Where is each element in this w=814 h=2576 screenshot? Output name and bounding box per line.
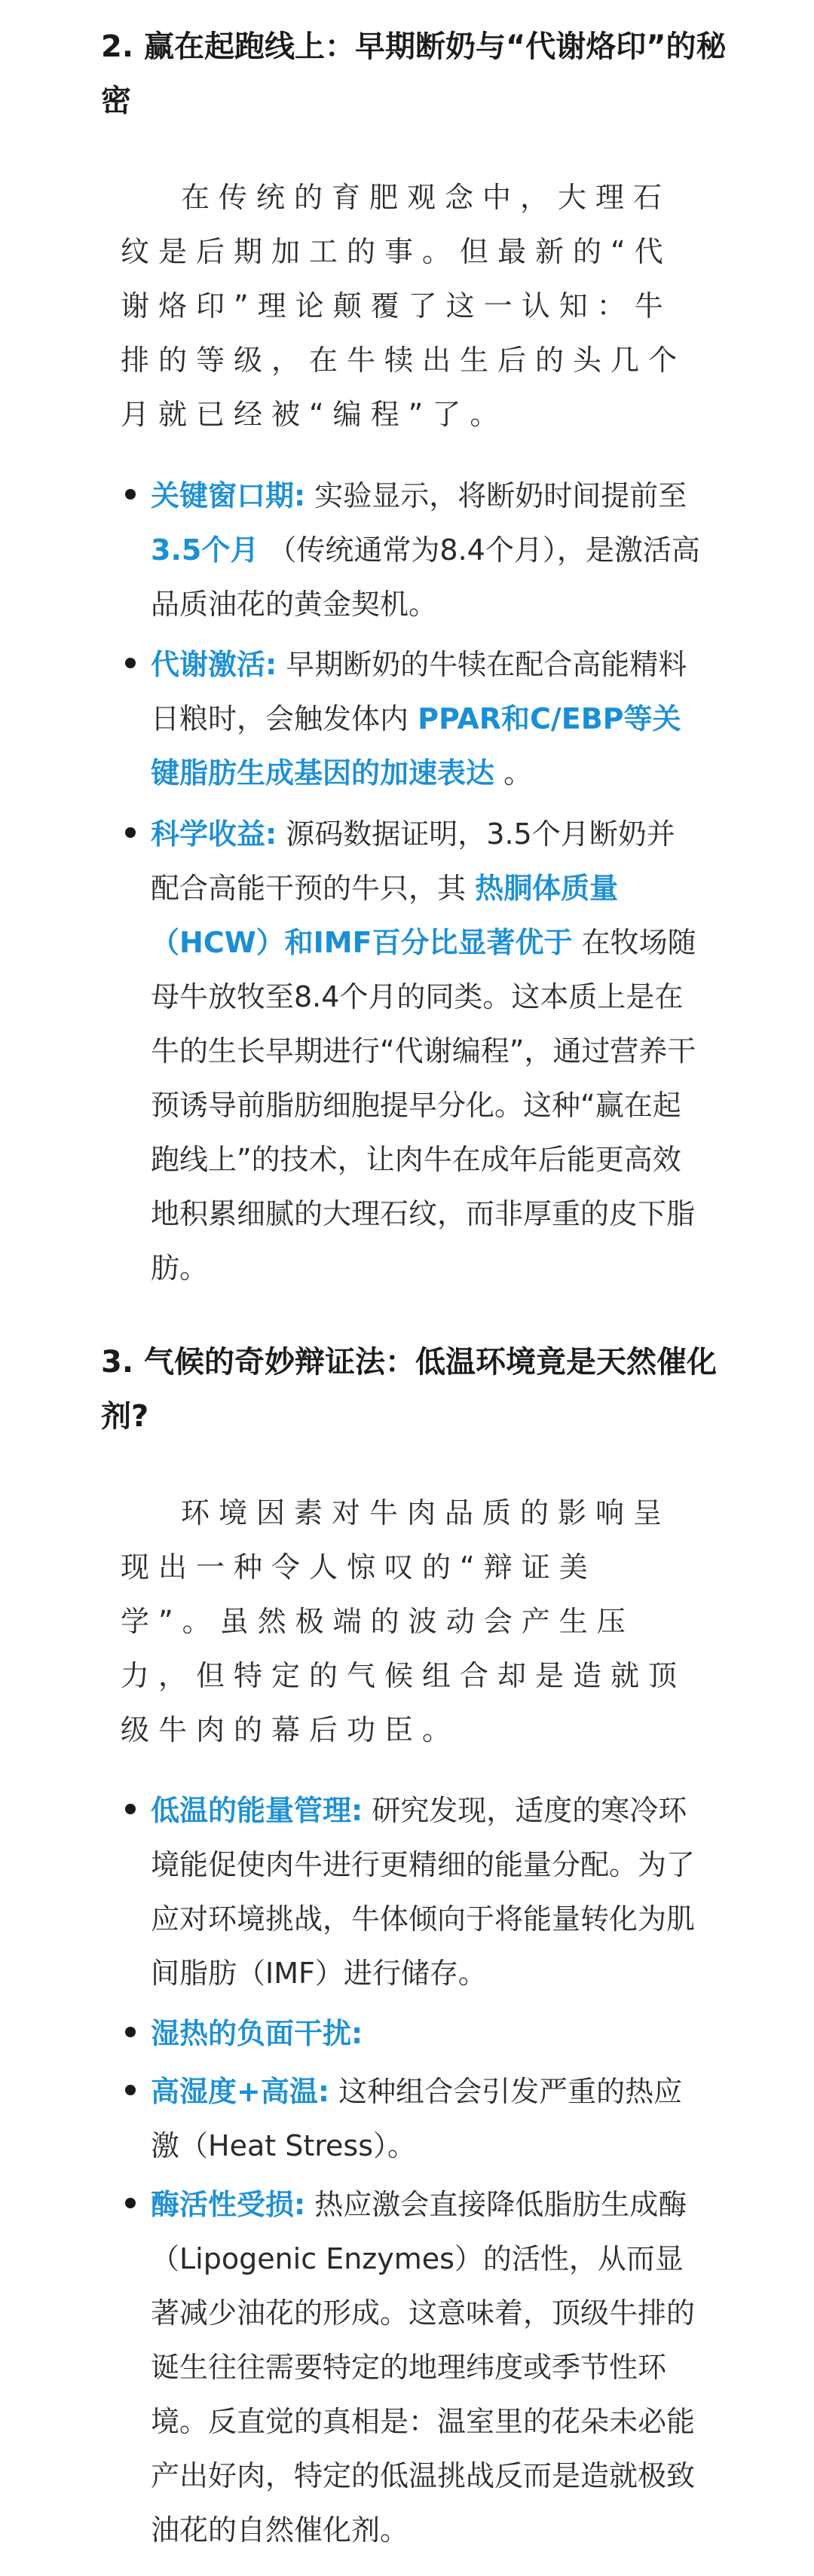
list-item [151, 2177, 701, 2557]
bullet-icon [125, 1804, 136, 1814]
list-item [151, 2064, 701, 2173]
bullet-text: 热应激会直接降低脂肪生成酶（Lipogenic Enzymes）的活性，从而显著减少油花的形成。这意味着，顶级牛排的诞生往往需要特定的地理纬度或季节性环境。反直觉的真相是：温室里的花朵未必能产出好肉，特定的低温挑战反而是造就极致油花的自然催化剂。 [151, 2188, 696, 2547]
bullet-keyword: 科学收益: [151, 817, 277, 851]
section-3-heading: 3. 气候的奇妙辩证法：低温环境竟是天然催化剂? [101, 1345, 717, 1434]
list-item [151, 2006, 701, 2061]
bullet-text: 这种组合会引发严重的热应激（Heat Stress）。 [151, 2075, 683, 2162]
bullet-text: 在牧场随母牛放牧至8.4个月的同类。这本质上是在牛的生长早期进行“代谢编程”，通过营养干预诱导前脂肪细胞提早分化。这种“赢在起跑线上”的技术，让肉牛在成年后能更高效地积累细腻的大理石纹，而非厚重的皮下脂肪。 [151, 926, 696, 1285]
bullet-icon [125, 2027, 136, 2037]
list-item [151, 1783, 701, 2000]
bullet-icon [125, 658, 136, 668]
bullet-text: 研究发现，适度的寒冷环境能促使肉牛进行更精细的能量分配。为了应对环境挑战，牛体倾向于将能量转化为肌间脂肪（IMF）进行储存。 [151, 1794, 696, 1990]
bullet-icon [125, 2198, 136, 2208]
section-2-heading: 2. 赢在起跑线上：早期断奶与“代谢烙印”的秘密 [101, 29, 727, 118]
bullet-icon [125, 2085, 136, 2095]
bullet-text: 实验显示，将断奶时间提前至 [314, 479, 687, 512]
bullet-icon [125, 827, 136, 838]
list-item [151, 637, 701, 800]
list-item [151, 469, 701, 631]
bullet-keyword: 低温的能量管理: [151, 1794, 363, 1827]
bullet-keyword: 湿热的负面干扰: [151, 2017, 363, 2050]
list-item [151, 807, 701, 1295]
bullet-highlight: 热胴体质量（HCW）和IMF百分比显著优于 [151, 872, 619, 959]
bullet-text: 。 [503, 756, 533, 790]
bullet-highlight: PPAR和C/EBP等关键脂肪生成基因的加速表达 [151, 702, 681, 790]
bullet-highlight: 3.5个月 [151, 533, 259, 567]
bullet-icon [125, 489, 136, 500]
bullet-keyword: 酶活性受损: [151, 2188, 306, 2221]
section-2-intro: 在传统的育肥观念中，大理石纹是后期加工的事。但最新的“代谢烙印”理论颠覆了这一认知：牛排的等级，在牛犊出生后的头几个月就已经被“编程”了。 [121, 181, 687, 431]
bullet-text: 早期断奶的牛犊在配合高能精料日粮时，会触发体内 [151, 648, 687, 735]
bullet-keyword: 关键窗口期: [151, 479, 306, 512]
bullet-text: （传统通常为8.4个月），是激活高品质油花的黄金契机。 [151, 533, 700, 621]
bullet-keyword: 代谢激活: [151, 648, 277, 681]
bullet-keyword: 高湿度+高温: [151, 2075, 330, 2108]
bullet-text: 源码数据证明，3.5个月断奶并配合高能干预的牛只，其 [151, 817, 675, 905]
section-3-intro: 环境因素对牛肉品质的影响呈现出一种令人惊叹的“辩证美学”。虽然极端的波动会产生压力，但特定的气候组合却是造就顶级牛肉的幕后功臣。 [121, 1496, 687, 1746]
